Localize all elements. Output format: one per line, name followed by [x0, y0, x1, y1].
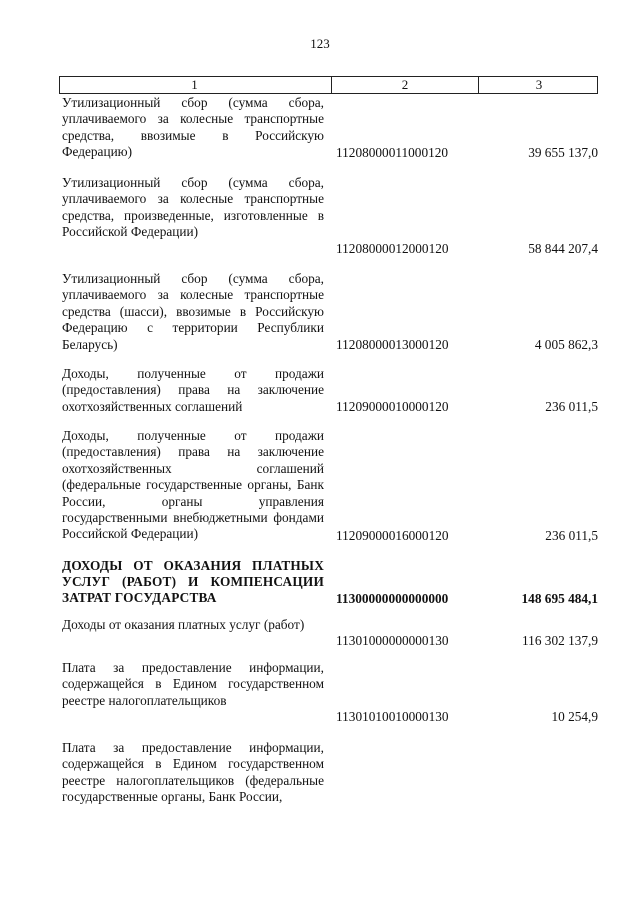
page-number: 123 [310, 36, 330, 51]
row-amount: 10 254,9 [551, 709, 598, 724]
column-header-2: 2 [331, 77, 478, 93]
row-code: 11301000000000130 [336, 633, 449, 648]
table-header [59, 76, 598, 94]
row-code: 11301010010000130 [336, 709, 449, 724]
table-right-border [597, 76, 598, 93]
row-name: Плата за предоставление информации, содержащейся в Едином государственном реестре налогоплательщиков (федеральные государственные органы, Банк России, [62, 740, 324, 805]
row-name: Утилизационный сбор (сумма сбора, уплачиваемого за колесные транспортные средства (шасси), ввозимые в Российскую Федерацию с территории Республики Беларусь) [62, 271, 324, 352]
row-code: 11209000016000120 [336, 528, 449, 543]
row-amount: 236 011,5 [545, 399, 598, 414]
row-code: 11208000012000120 [336, 241, 449, 256]
row-code: 11208000011000120 [336, 145, 449, 160]
row-name: ДОХОДЫ ОТ ОКАЗАНИЯ ПЛАТНЫХ УСЛУГ (РАБОТ) И КОМПЕНСАЦИИ ЗАТРАТ ГОСУДАРСТВА [62, 558, 324, 606]
column-header-3: 3 [478, 77, 599, 93]
table-left-border [59, 76, 60, 93]
row-name: Доходы, полученные от продажи (предоставления) права на заключение охотхозяйственных соглашений [62, 366, 324, 414]
row-amount: 116 302 137,9 [522, 633, 598, 648]
row-code: 11209000010000120 [336, 399, 449, 414]
row-code: 11208000013000120 [336, 337, 449, 352]
row-amount: 236 011,5 [545, 528, 598, 543]
row-name: Доходы от оказания платных услуг (работ) [62, 617, 305, 632]
row-amount: 58 844 207,4 [528, 241, 598, 256]
row-amount: 4 005 862,3 [534, 337, 598, 352]
row-name: Утилизационный сбор (сумма сбора, уплачиваемого за колесные транспортные средства, произведенные, изготовленные в Российской Федерации) [62, 175, 324, 240]
row-name: Плата за предоставление информации, содержащейся в Едином государственном реестре налогоплательщиков [62, 660, 324, 708]
row-code: 11300000000000000 [336, 591, 449, 606]
row-amount: 39 655 137,0 [528, 145, 598, 160]
row-name: Утилизационный сбор (сумма сбора, уплачиваемого за колесные транспортные средства, ввозимые в Российскую Федерацию) [62, 95, 324, 160]
column-header-1: 1 [191, 77, 198, 92]
row-amount: 148 695 484,1 [521, 591, 598, 606]
row-name: Доходы, полученные от продажи (предоставления) права на заключение охотхозяйственных соглашений (федеральные государственные органы, Банк России, органы управления государственными внебюджетными фондами Российской Федерации) [62, 428, 324, 542]
